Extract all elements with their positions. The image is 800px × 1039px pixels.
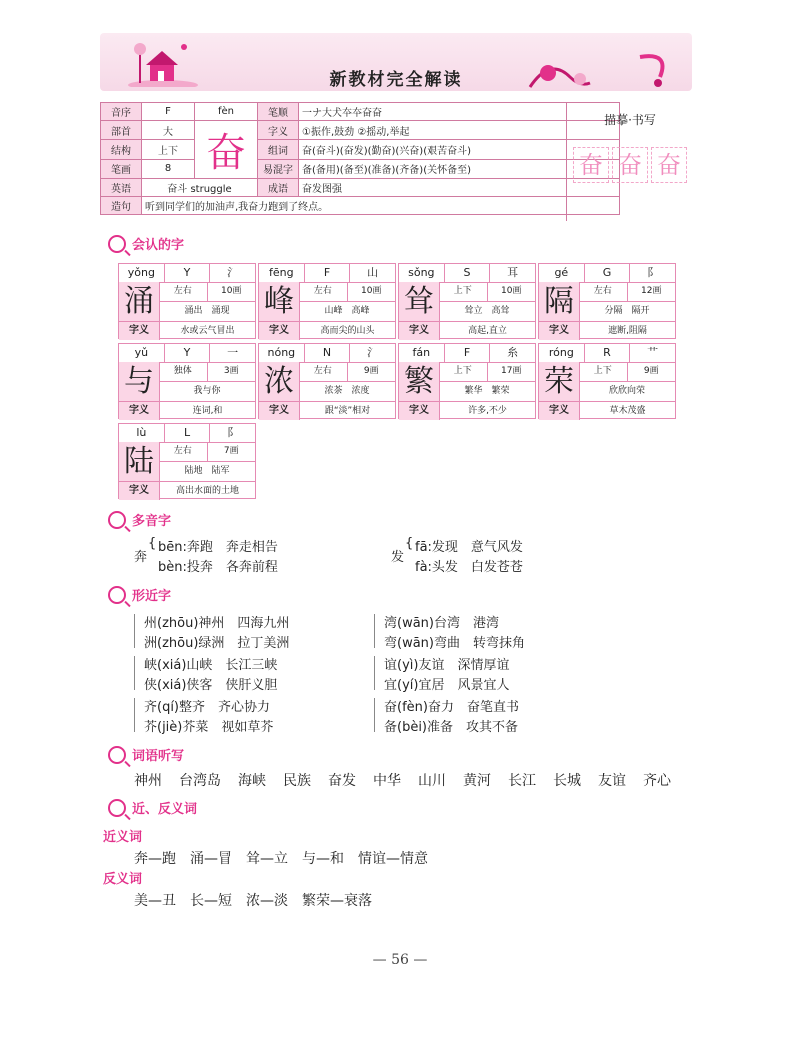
similar-char-line: 奋(fèn)奋力 奋笔直书	[384, 700, 519, 715]
label-yinxu: 音序	[101, 103, 142, 121]
card-meaning: 高而尖的山头	[320, 326, 375, 336]
card-character: 荣	[539, 362, 580, 401]
trace-writing-box	[566, 103, 693, 221]
card-words: 陆地 陆军	[184, 466, 230, 476]
antonym-list: 美—丑 长—短 浓—淡 繁荣—衰落	[134, 893, 372, 909]
value-chengyu: 奋发图强	[299, 179, 620, 197]
value-jiegou: 上下	[142, 140, 195, 159]
char-card	[538, 263, 676, 339]
dictation-word: 神州	[134, 773, 162, 789]
card-meaning-label: 字义	[259, 402, 300, 420]
pair-bracket	[134, 614, 139, 648]
magnifier-icon	[108, 511, 126, 529]
card-structure: 左右	[159, 282, 208, 301]
card-meaning: 高出水面的土地	[175, 486, 239, 496]
card-meaning: 高起,直立	[468, 326, 507, 336]
char-card	[398, 343, 536, 419]
dictation-words	[134, 770, 694, 790]
card-strokes: 12画	[641, 286, 662, 296]
section-title: 会认的字	[132, 238, 185, 253]
value-bishun: 一ナ大犬夲夲奋奋	[299, 103, 620, 121]
card-pinyin: róng	[539, 344, 585, 362]
pair-bracket	[374, 656, 379, 690]
similar-char-line: 洲(zhōu)绿洲 拉丁美洲	[144, 636, 290, 651]
card-seq: R	[585, 344, 631, 362]
label-zaoju: 造句	[101, 197, 142, 215]
similar-char-line: 宜(yí)宜居 风景宜人	[384, 678, 510, 693]
dictation-word: 齐心	[643, 773, 671, 789]
value-yinxu: F	[142, 103, 195, 121]
brace: {	[148, 536, 157, 551]
card-structure: 左右	[579, 282, 628, 301]
char-card	[538, 343, 676, 419]
card-seq: F	[305, 264, 351, 282]
value-zaoju: 听到同学们的加油声,我奋力跑到了终点。	[142, 197, 620, 215]
card-meaning-label: 字义	[259, 322, 300, 340]
section-title: 词语听写	[132, 749, 185, 764]
card-meaning: 连词,和	[192, 406, 223, 416]
value-bihua: 8	[142, 159, 195, 178]
card-meaning-label: 字义	[119, 322, 160, 340]
label-bushou: 部首	[101, 121, 142, 140]
card-meaning-label: 字义	[399, 322, 440, 340]
card-pinyin: sǒng	[399, 264, 445, 282]
card-meaning-label: 字义	[119, 402, 160, 420]
card-strokes: 17画	[501, 366, 522, 376]
card-strokes: 10画	[501, 286, 522, 296]
section-header-dictation	[108, 745, 184, 764]
card-strokes: 10画	[361, 286, 382, 296]
banner-title: 新教材完全解读	[329, 70, 463, 90]
dictation-word: 友谊	[598, 773, 626, 789]
banner	[100, 33, 692, 91]
card-words: 涌出 涌现	[184, 306, 230, 316]
magnifier-icon	[108, 586, 126, 604]
label-yingyu: 英语	[101, 179, 142, 197]
dictation-word: 海峡	[238, 773, 266, 789]
char-card	[118, 423, 256, 499]
card-pinyin: lù	[119, 424, 165, 442]
value-ziyi: ①振作,鼓劲 ②摇动,举起	[299, 121, 620, 140]
similar-char-line: 齐(qí)整齐 齐心协力	[144, 700, 271, 715]
section-header-synonyms	[108, 798, 197, 817]
trace-writing-title: 描摹·书写	[604, 113, 656, 127]
card-radical: 氵	[227, 266, 239, 279]
card-meaning: 跟“淡”相对	[324, 406, 371, 416]
card-structure: 左右	[299, 362, 348, 381]
card-seq: N	[305, 344, 351, 362]
card-meaning-label: 字义	[539, 402, 580, 420]
value-yingyu: 奋斗 struggle	[142, 179, 258, 197]
similar-char-line: 侠(xiá)侠客 侠肝义胆	[144, 678, 278, 693]
value-pinyin: fèn	[195, 103, 258, 121]
card-words: 分隔 隔开	[604, 306, 650, 316]
card-structure: 上下	[439, 282, 488, 301]
label-bihua: 笔画	[101, 159, 142, 178]
card-pinyin: fán	[399, 344, 445, 362]
label-zuci: 组词	[258, 140, 299, 159]
poly-line: bèn:投奔 各奔前程	[158, 560, 278, 575]
similar-char-line: 弯(wān)弯曲 转弯抹角	[384, 636, 525, 651]
poly-line: bēn:奔跑 奔走相告	[158, 540, 278, 555]
card-radical: 糸	[507, 346, 519, 359]
card-radical: 氵	[367, 346, 379, 359]
card-meaning: 草木茂盛	[609, 406, 646, 416]
card-seq: Y	[165, 344, 211, 362]
dictation-word: 奋发	[328, 773, 356, 789]
pair-bracket	[134, 656, 139, 690]
label-jiegou: 结构	[101, 140, 142, 159]
card-meaning: 许多,不少	[468, 406, 507, 416]
dictation-word: 黄河	[463, 773, 491, 789]
similar-char-line: 峡(xiá)山峡 长江三峡	[144, 658, 278, 673]
section-header-poly	[108, 510, 171, 529]
card-radical: 一	[227, 346, 239, 359]
card-seq: L	[165, 424, 211, 442]
poly-char: 奔	[134, 550, 148, 565]
card-character: 浓	[259, 362, 300, 401]
card-pinyin: nóng	[259, 344, 305, 362]
card-radical: 阝	[227, 426, 239, 439]
dictation-word: 长江	[508, 773, 536, 789]
card-words: 浓茶 浓度	[324, 386, 370, 396]
card-words: 我与你	[193, 386, 221, 396]
pair-bracket	[374, 698, 379, 732]
card-meaning: 遮断,阻隔	[608, 326, 647, 336]
char-card	[398, 263, 536, 339]
synonym-list: 奔—跑 涌—冒 耸—立 与—和 情谊—情意	[134, 851, 428, 867]
card-character: 涌	[119, 282, 160, 321]
dictation-word: 中华	[373, 773, 401, 789]
label-chengyu: 成语	[258, 179, 299, 197]
card-character: 峰	[259, 282, 300, 321]
value-yihunzi: 备(备用)(备至)(准备)(齐备)(关怀备至)	[299, 159, 620, 178]
label-ziyi: 字义	[258, 121, 299, 140]
trace-char: 奋	[651, 147, 687, 183]
poly-char: 发	[391, 550, 405, 565]
section-title: 近、反义词	[132, 802, 198, 817]
card-meaning-label: 字义	[539, 322, 580, 340]
card-words: 欣欣向荣	[608, 386, 645, 396]
value-zuci: 奋(奋斗)(奋发)(勤奋)(兴奋)(艰苦奋斗)	[299, 140, 620, 159]
card-strokes: 3画	[223, 366, 239, 376]
char-card	[258, 343, 396, 419]
card-seq: F	[445, 344, 491, 362]
card-character: 陆	[119, 442, 160, 481]
page-number: — 56 —	[372, 952, 428, 968]
card-character: 隔	[539, 282, 580, 321]
similar-char-line: 芥(jiè)芥菜 视如草芥	[144, 720, 274, 735]
card-strokes: 7画	[223, 446, 239, 456]
dictation-word: 民族	[283, 773, 311, 789]
trace-char: 奋	[612, 147, 648, 183]
similar-char-line: 谊(yì)友谊 深情厚谊	[384, 658, 510, 673]
card-character: 耸	[399, 282, 440, 321]
card-pinyin: yǔ	[119, 344, 165, 362]
card-strokes: 9画	[363, 366, 379, 376]
card-pinyin: yǒng	[119, 264, 165, 282]
card-pinyin: fēng	[259, 264, 305, 282]
card-seq: Y	[165, 264, 211, 282]
dictation-word: 山川	[418, 773, 446, 789]
char-card	[118, 343, 256, 419]
section-header-recognize	[108, 234, 184, 253]
char-card	[258, 263, 396, 339]
section-header-similar	[108, 585, 171, 604]
section-title: 形近字	[132, 589, 172, 604]
card-radical: 耳	[507, 266, 519, 279]
magnifier-icon	[108, 235, 126, 253]
similar-char-line: 备(bèi)准备 攻其不备	[384, 720, 519, 735]
card-words: 耸立 高耸	[464, 306, 510, 316]
card-character: 与	[119, 362, 160, 401]
pair-bracket	[134, 698, 139, 732]
similar-char-line: 湾(wān)台湾 港湾	[384, 616, 499, 631]
poly-line: fà:头发 白发苍苍	[415, 560, 523, 575]
card-meaning: 水或云气冒出	[180, 326, 235, 336]
card-structure: 独体	[159, 362, 208, 381]
card-radical: 艹	[647, 346, 659, 359]
card-structure: 上下	[579, 362, 628, 381]
card-seq: S	[445, 264, 491, 282]
char-card	[118, 263, 256, 339]
card-structure: 左右	[159, 442, 208, 461]
label-yihunzi: 易混字	[258, 159, 299, 178]
card-strokes: 10画	[221, 286, 242, 296]
card-radical: 山	[367, 266, 379, 279]
card-meaning-label: 字义	[119, 482, 160, 500]
card-strokes: 9画	[643, 366, 659, 376]
value-bushou: 大	[142, 121, 195, 140]
poly-line: fā:发现 意气风发	[415, 540, 523, 555]
card-words: 山峰 高峰	[324, 306, 370, 316]
card-structure: 上下	[439, 362, 488, 381]
dictation-word: 台湾岛	[179, 773, 221, 789]
card-structure: 左右	[299, 282, 348, 301]
dictation-word: 长城	[553, 773, 581, 789]
card-pinyin: gé	[539, 264, 585, 282]
card-radical: 阝	[647, 266, 659, 279]
magnifier-icon	[108, 799, 126, 817]
trace-char: 奋	[573, 147, 609, 183]
magnifier-icon	[108, 746, 126, 764]
card-seq: G	[585, 264, 631, 282]
big-character: 奋	[195, 121, 258, 179]
pair-bracket	[374, 614, 379, 648]
similar-char-line: 州(zhōu)神州 四海九州	[144, 616, 290, 631]
label-bishun: 笔顺	[258, 103, 299, 121]
brace: {	[405, 536, 414, 551]
section-title: 多音字	[132, 514, 172, 529]
synonym-label: 近义词	[103, 830, 143, 845]
card-meaning-label: 字义	[399, 402, 440, 420]
card-words: 繁华 繁荣	[464, 386, 510, 396]
antonym-label: 反义词	[103, 872, 143, 887]
card-character: 繁	[399, 362, 440, 401]
